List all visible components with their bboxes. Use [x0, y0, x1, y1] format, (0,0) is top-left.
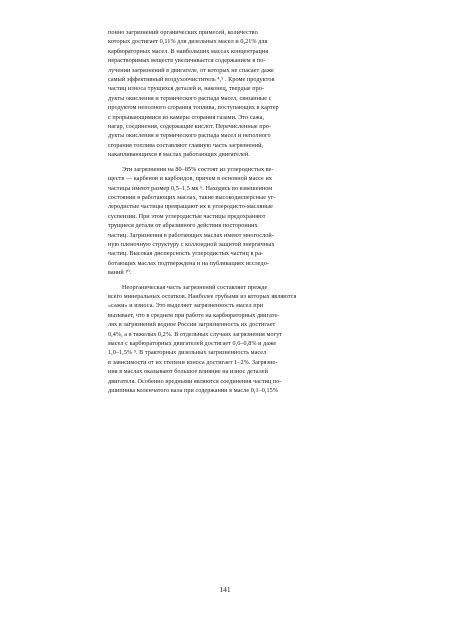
page-number: 141	[219, 585, 231, 594]
text-line: которых достигает 0,11% для дизельных масел и 0,21% для	[108, 38, 268, 46]
text-line: ную пленочную структуру с коллоидной защитой энергичных	[108, 240, 275, 248]
paragraph-1	[108, 28, 343, 160]
paragraph-3	[108, 283, 343, 396]
text-line: трущиеся детали от абразивного действия посторонних	[108, 222, 258, 230]
text-line: ния в маслах оказывают большое влияние на износ деталей	[108, 368, 268, 376]
paragraph-2	[108, 165, 343, 278]
text-line: ботающих маслах подтверждена и на публикациях исследо-	[108, 259, 269, 267]
text-line: ваний ¹⁰.	[108, 269, 132, 277]
text-line: частиц износа трущихся деталей и, наконец, твердые про-	[108, 85, 265, 93]
document-page	[108, 28, 343, 400]
text-line: с прорывающимися из камеры сгорания газами. Это сажа,	[108, 113, 265, 121]
text-line: «сажи» и износа. Это выделяет загрязненность масел при	[108, 302, 264, 310]
text-line: дукты окисления и термического распада масел и неполного	[108, 132, 271, 140]
text-line: лях в загрязнений водное России загрязненность их достигает	[108, 321, 276, 329]
text-line: в зависимости от их степени износа достигает 1–2%. Загрязне-	[108, 358, 278, 366]
text-line: 1,0–1,5% ⁹. В тракторных дизельных загрязненность масел	[108, 349, 267, 357]
text-line: продуктом неполного сгорания топлива, поступающих в картер	[108, 104, 279, 112]
text-line: 0,4%, а в тяжелых 0,2%. В отдельных случаях загрязнения могут	[108, 330, 283, 338]
text-line: самый эффективный воздухоочиститель ⁴,⁵ . Кроме продуктов	[108, 76, 275, 84]
text-line: частиц. Загрязнения в работающих маслах имеют многослой-	[108, 231, 274, 239]
text-line: сгорания топлива составляют главную часть загрязнений,	[108, 141, 264, 149]
text-line: Неорганическая часть загрязнений составляет прежде	[122, 283, 268, 291]
text-line: дукты окисления и термического распада масел, связанные с	[108, 94, 272, 102]
text-line: карбюраторных масел. В наибольших массах концентрация	[108, 47, 269, 55]
text-line: Эти загрязнения на 80–85% состоят из углеродистых ве-	[122, 165, 274, 173]
text-line: накапливающихся в маслах работающих двигателей.	[108, 151, 250, 159]
text-line: двигателя. Особенно вредными являются соединения частиц по-	[108, 377, 282, 385]
text-line: вызывает, что в среднем при работе на карбюраторных двигате-	[108, 311, 280, 319]
text-line: леродистые частицы превращают их в углеродисто-масляные	[108, 203, 273, 211]
text-line: нагар, соединения, содержащие кислот. Перечисленные про-	[108, 123, 272, 131]
text-line: понно загрязнений органических примесей, количество	[108, 29, 258, 36]
text-line: частицы имеют размер 0,5–1,5 мк ⁶. Находясь во взвешенном	[108, 184, 273, 192]
text-line: дшипника коленчатого вала при содержании в масле 0,1–0,15%	[108, 387, 279, 395]
text-line: частиц. Высокая дисперсность углеродистых частиц в ра-	[108, 250, 264, 258]
text-line: состоянии в работающих маслах, такие высокодисперсные уг-	[108, 193, 276, 201]
text-line: нерастворимых веществ увеличивается содержанием в по-	[108, 57, 266, 65]
text-line: лучении загрязнений в двигателе, от которых не спасает даже	[108, 66, 274, 74]
text-line: всего минеральных остатков. Наиболее грубыми из которых являются	[108, 292, 297, 300]
text-line: масел с карбюраторных двигателей достигает 0,6–0,8% и даже	[108, 340, 277, 347]
text-line: суспензии. При этом углеродистые частицы предохраняют	[108, 212, 266, 220]
text-line: ществ — карбенов и карбоидов, причем в основной массе их	[108, 175, 272, 183]
